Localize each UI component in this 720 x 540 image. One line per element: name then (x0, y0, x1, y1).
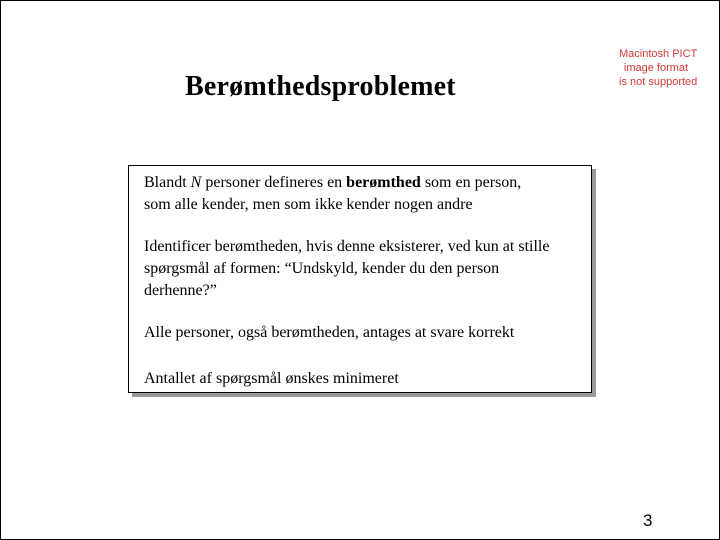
text-span: som en person, (420, 174, 522, 191)
placeholder-line-3: is not supported (619, 76, 698, 88)
item-1-line-1 (144, 172, 614, 194)
slide-title: Berømthedsproblemet (185, 71, 456, 102)
content-box (128, 165, 592, 393)
text-span: Blandt (144, 174, 191, 191)
list-item (144, 172, 614, 216)
item-2-line-2: spørgsmål af formen: “Undskyld, kender du den person (144, 260, 500, 277)
item-3-line-1: Alle personer, også berømtheden, antages at svare korrekt (144, 324, 515, 341)
bold-term: berømthed (346, 174, 421, 191)
list-item (144, 368, 614, 390)
placeholder-line-1: Macintosh PICT (619, 48, 698, 60)
list-item (144, 322, 614, 344)
unsupported-image-placeholder (619, 47, 698, 99)
text-span: personer defineres en (201, 174, 347, 191)
variable-n: N (190, 174, 202, 191)
item-4-line-1: Antallet af spørgsmål ønskes minimeret (144, 370, 399, 387)
item-1-line-2: som alle kender, men som ikke kender nogen andre (144, 196, 473, 213)
page-number: 3 (643, 511, 653, 530)
placeholder-line-2: image format (623, 62, 689, 74)
list-item (144, 236, 614, 302)
item-2-line-1: Identificer berømtheden, hvis denne eksisterer, ved kun at stille (144, 238, 550, 255)
item-2-line-3: derhenne?” (144, 282, 217, 299)
